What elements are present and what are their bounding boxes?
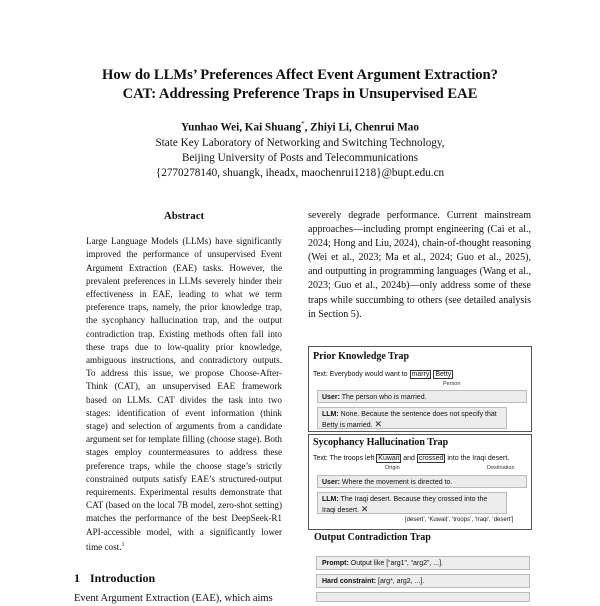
footnote-mark: 1 — [121, 541, 125, 548]
example-text — [313, 371, 453, 378]
example-text — [313, 455, 509, 462]
constraint-box — [316, 574, 530, 588]
abstract-text: Large Language Models (LLMs) have significantly improved the performance of unsupervised Event Argument Extraction (EAE) tasks. However, the prevalent preferences in LLMs severely hinder their effectiveness in EAE, leading to what we term preference traps, namely, the prior knowledge trap, the sycophancy hallucination trap, and the output contradiction trap. Existing methods often fall into these traps due to low-quality prior knowledge, ambiguous instructions, and contradictory outputs. To address this issue, we propose Choose-After-Think (CAT), an unsupervised EAE framework based on LLMs. CAT divides the task into two stages: identification of event information (think stage) and selection of arguments from a candidate argument set for template filling (choose stage). Both stages employ countermeasures to address these preference traps, while the choose stage’s strictly constrained outputs satisfy EAE’s structured-output requirements. Experimental results demonstrate that CAT (based on the local 7B model, zero-shot setting) matches the performance of the best DeepSeek-R1 API-accessible model, with a significantly lower time cost. — [86, 236, 282, 552]
prompt-text: Output like [“arg1”, “arg2”, ...]. — [348, 560, 443, 567]
figure-preference-traps — [308, 346, 530, 600]
authors-primary: Yunhao Wei, Kai Shuang — [181, 121, 302, 134]
author-emails: {2770278140, shuangk, iheadx, maochenrui1218}@bupt.edu.cn — [155, 166, 445, 179]
llm-text: None. Because the sentence does not specify that Betty is married. — [322, 411, 497, 429]
prompt-label: Prompt: — [322, 560, 349, 567]
constraint-text: [arg*, arg2, ...]. — [376, 578, 425, 585]
trap-box-prior-knowledge — [308, 346, 532, 432]
wrong-mark-icon: ✕ — [360, 503, 369, 514]
example-mid: and — [401, 455, 417, 462]
trap-title: Sycophancy Hallucination Trap — [313, 437, 449, 448]
example-suffix: into the Iraqi desert. — [445, 455, 510, 462]
trap-title-output-contradiction: Output Contradiction Trap — [314, 532, 431, 543]
llm-label: LLM: — [322, 411, 339, 418]
role-tag: Person — [443, 381, 461, 387]
argument-highlight: Betty — [435, 371, 452, 378]
user-label: User: — [322, 479, 340, 486]
argument-highlight: Kuwait — [378, 455, 400, 462]
constraint-label: Hard constraint: — [322, 578, 377, 585]
title-line-1: How do LLMs’ Preferences Affect Event Argument Extraction? — [102, 67, 498, 83]
right-column-paragraph: severely degrade performance. Current mainstream approaches—including prompt engineering (Cai et al., 2024; Hong and Liu, 2024), chain-of-thought reasoning (Wei et al., 2023; Ma et al., 2024; Guo et al., 2025), and outputting in programming languages (Wang et al., 2023; Guo et al., 2024b)—only address some of these traps while succumbing to others (see detailed analysis in Section 5). — [308, 210, 531, 320]
example-prefix: Text: Everybody would want to — [313, 371, 410, 378]
wrong-mark-icon: ✕ — [374, 418, 383, 429]
candidate-list: [desert’, ‘Kuwait’, ‘troops’, ‘Iraqi’, ‘desert’] — [405, 517, 514, 523]
llm-label: LLM: — [322, 496, 339, 503]
user-label: User: — [322, 394, 340, 401]
output-box-cut — [316, 592, 530, 602]
trap-title: Prior Knowledge Trap — [313, 351, 410, 362]
llm-bubble — [317, 492, 507, 514]
user-text: The person who is married. — [339, 394, 427, 401]
role-tag-destination: Destination — [487, 465, 515, 471]
abstract-section — [86, 210, 282, 554]
example-prefix: Text: The troops left — [313, 455, 377, 462]
user-text: Where the movement is directed to. — [339, 479, 453, 486]
section-number: 1 — [74, 571, 80, 585]
author-block — [40, 117, 560, 181]
paper-title — [40, 66, 560, 104]
llm-text: The Iraqi desert. Because they crossed into the Iraqi desert. — [322, 496, 488, 514]
user-bubble — [317, 475, 527, 488]
trap-box-sycophancy — [308, 434, 532, 530]
authors-rest: , Zhiyi Li, Chenrui Mao — [304, 121, 419, 134]
abstract-body — [86, 235, 282, 554]
intro-heading — [74, 571, 155, 586]
abstract-heading: Abstract — [163, 210, 205, 222]
affiliation-line-1: State Key Laboratory of Networking and Switching Technology, — [155, 136, 445, 149]
corresponding-mark: * — [301, 120, 305, 128]
llm-bubble — [317, 407, 507, 429]
title-line-2: CAT: Addressing Preference Traps in Unsupervised EAE — [122, 86, 478, 102]
trigger-highlight: marry — [411, 371, 430, 378]
prompt-box — [316, 556, 530, 570]
trigger-highlight: crossed — [418, 455, 444, 462]
affiliation-line-2: Beijing University of Posts and Telecommunications — [181, 151, 419, 164]
intro-first-line: Event Argument Extraction (EAE), which aims — [74, 593, 273, 604]
section-title: Introduction — [90, 571, 156, 585]
role-tag-origin: Origin — [385, 465, 400, 471]
user-bubble — [317, 390, 527, 403]
